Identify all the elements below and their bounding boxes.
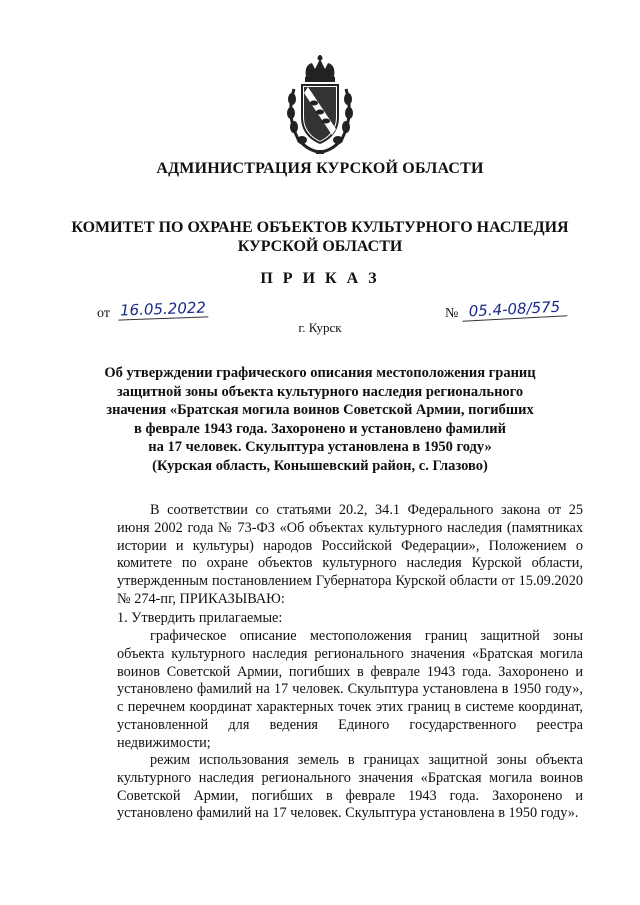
committee-heading-line1: КОМИТЕТ ПО ОХРАНЕ ОБЪЕКТОВ КУЛЬТУРНОГО НАСЛЕДИЯ bbox=[71, 219, 569, 236]
body-paragraph-3: графическое описание местоположения границ защитной зоны объекта культурного наследия регионального значения «Братская могила воинов Советской Армии, погибших в феврале 1943 года. Захоронено и установлено фамилий на 17 человек. Скульптура установлена в 1950 году», с перечнем координат характерных точек этих границ в системе координат, установленной для ведения Единого государственного реестра недвижимости; bbox=[117, 628, 583, 751]
title-line: значения «Братская могила воинов Советской Армии, погибших bbox=[106, 402, 534, 418]
number-value: 05.4-08/575 bbox=[462, 297, 568, 321]
title-line: защитной зоны объекта культурного наследия регионального bbox=[116, 383, 524, 400]
body-paragraph-2: 1. Утвердить прилагаемые: bbox=[117, 610, 283, 626]
order-title bbox=[0, 364, 640, 475]
title-line: в феврале 1943 года. Захоронено и установлено фамилий bbox=[134, 420, 506, 437]
document-type-heading: П Р И К А З bbox=[260, 270, 380, 287]
committee-heading-line2: КУРСКОЙ ОБЛАСТИ bbox=[237, 238, 403, 255]
administration-heading: АДМИНИСТРАЦИЯ КУРСКОЙ ОБЛАСТИ bbox=[156, 160, 484, 177]
date-value: 16.05.2022 bbox=[118, 298, 209, 320]
number-label: № bbox=[445, 306, 459, 321]
body-paragraph-1: В соответствии со статьями 20.2, 34.1 Федерального закона от 25 июня 2002 года № 73-ФЗ «Об объектах культурного наследия (памятниках истории и культуры) народов Российской Федерации», Положением о комитете по охране объектов культурного наследия Курской области, утвержденным постановлением Губернатора Курской области от 15.09.2020 № 274-пг, ПРИКАЗЫВАЮ: bbox=[117, 502, 583, 607]
title-line: на 17 человек. Скульптура установлена в 1950 году» bbox=[148, 439, 492, 455]
coat-of-arms-emblem bbox=[282, 55, 358, 155]
title-line: Об утверждении графического описания местоположения границ bbox=[104, 365, 536, 381]
city: г. Курск bbox=[298, 320, 342, 335]
body-paragraph-4: режим использования земель в границах защитной зоны объекта культурного наследия регионального значения «Братская могила воинов Советской Армии, погибших в феврале 1943 года. Захоронено и установлено фамилий на 17 человек. Скульптура установлена в 1950 году». bbox=[117, 752, 583, 822]
date-label: от bbox=[97, 306, 110, 321]
committee-heading bbox=[0, 218, 640, 256]
title-line: (Курская область, Конышевский район, с. Глазово) bbox=[152, 457, 488, 474]
